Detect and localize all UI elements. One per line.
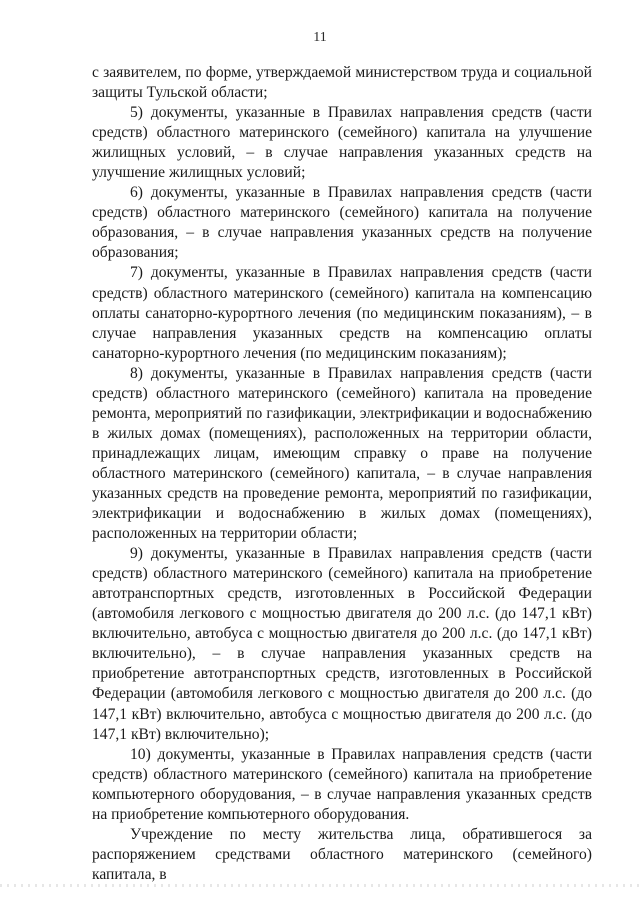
- paragraph-item-5: 5) документы, указанные в Правилах направления средств (части средств) областного материнского (семейного) капитала на улучшение жилищных условий, – в случае направления указанных средств на улучшение жилищных условий;: [92, 104, 592, 182]
- paragraph-item-9: 9) документы, указанные в Правилах направления средств (части средств) областного материнского (семейного) капитала на приобретение автотранспортных средств, изготовленных в Российской Федерации (автомобиля легкового с мощностью двигателя до 200 л.с. (до 147,1 кВт) включительно, автобуса с мощностью двигателя до 200 л.с. (до 147,1 кВт) включительно), – в случае направления указанных средств на приобретение автотранспортных средств, изготовленных в Российской Федерации (автомобиля легкового с мощностью двигателя до 200 л.с. (до 147,1 кВт) включительно, автобуса с мощностью двигателя до 200 л.с. (до 147,1 кВт) включительно);: [92, 545, 592, 743]
- paragraph-institution: Учреждение по месту жительства лица, обратившегося за распоряжением средствами областного материнского (семейного) капитала, в: [92, 825, 592, 883]
- paragraph-item-6: 6) документы, указанные в Правилах направления средств (части средств) областного материнского (семейного) капитала на получение образования, – в случае направления указанных средств на получение образования;: [92, 184, 592, 262]
- page-number: 11: [313, 30, 327, 45]
- paragraph-item-8: 8) документы, указанные в Правилах направления средств (части средств) областного материнского (семейного) капитала на проведение ремонта, мероприятий по газификации, электрификации и водоснабжению в жилых домах (помещениях), расположенных на территории области, принадлежащих лицам, имеющим справку о праве на получение областного материнского (семейного) капитала, – в случае направления указанных средств на проведение ремонта, мероприятий по газификации, электрификации и водоснабжению в жилых домах (помещениях), расположенных на территории области;: [92, 364, 592, 543]
- paragraph-item-7: 7) документы, указанные в Правилах направления средств (части средств) областного материнского (семейного) капитала на компенсацию оплаты санаторно-курортного лечения (по медицинским показаниям), – в случае направления указанных средств на компенсацию оплаты санаторно-курортного лечения (по медицинским показаниям);: [92, 264, 592, 362]
- paragraph-item-10: 10) документы, указанные в Правилах направления средств (части средств) областного материнского (семейного) капитала на приобретение компьютерного оборудования, – в случае направления указанных средств на приобретение компьютерного оборудования.: [92, 745, 592, 823]
- document-body: [92, 63, 592, 885]
- paragraph-continuation: с заявителем, по форме, утверждаемой министерством труда и социальной защиты Тульской области;: [92, 64, 592, 102]
- scan-noise-line: [0, 884, 640, 887]
